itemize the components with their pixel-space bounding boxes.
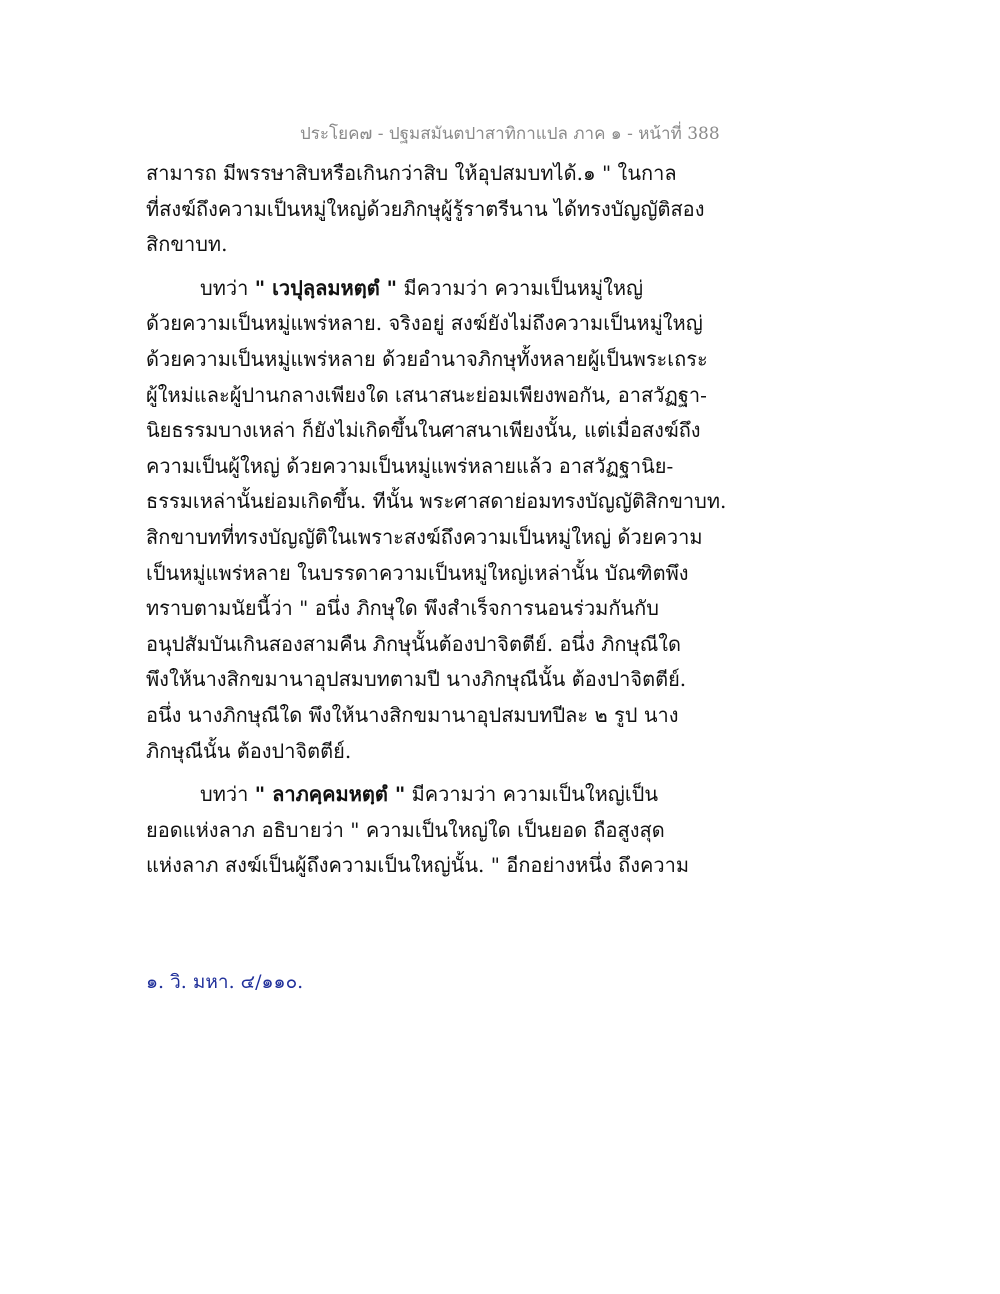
lead-text-rest: มีความว่า ความเป็นหมู่ใหญ่ [397,275,644,300]
text-line: ยอดแห่งลาภ อธิบายว่า " ความเป็นใหญ่ใด เป็นยอด ถือสูงสุด [146,817,665,842]
text-line: เป็นหมู่แพร่หลาย ในบรรดาความเป็นหมู่ใหญ่เหล่านั้น บัณฑิตพึง [146,560,689,585]
paragraph-first-line [146,271,866,307]
lead-text: บทว่า [200,782,255,807]
paragraph-first-line [146,777,866,813]
text-line: สามารถ มีพรรษาสิบหรือเกินกว่าสิบ ให้อุปสมบทได้.๑ " ในกาล [146,161,677,185]
text-line: ธรรมเหล่านั้นย่อมเกิดขึ้น. ทีนั้น พระศาสดาย่อมทรงบัญญัติสิกขาบท. [146,489,727,514]
paragraph-1 [146,156,866,263]
text-line: สิกขาบทที่ทรงบัญญัติในเพราะสงฆ์ถึงความเป็นหมู่ใหญ่ ด้วยความ [146,524,703,549]
body-text [146,156,866,884]
lead-text-rest: มีความว่า ความเป็นใหญ่เป็น [405,782,659,807]
text-line: นิยธรรมบางเหล่า ก็ยังไม่เกิดขึ้นในศาสนาเพียงนั้น, แต่เมื่อสงฆ์ถึง [146,418,701,443]
pali-term: " ลาภคฺคมหตฺตํ " [254,782,406,807]
text-line: ความเป็นผู้ใหญ่ ด้วยความเป็นหมู่แพร่หลายแล้ว อาสวัฏฐานิย- [146,453,674,478]
text-line: อนุปสัมบันเกินสองสามคืน ภิกษุนั้นต้องปาจิตตีย์. อนึ่ง ภิกษุณีใด [146,631,681,656]
pali-term: " เวปุลฺลมหตฺตํ " [254,275,398,300]
text-line: อนึ่ง นางภิกษุณีใด พึงให้นางสิกขมานาอุปสมบทปีละ ๒ รูป นาง [146,702,679,727]
text-line: พึงให้นางสิกขมานาอุปสมบทตามปี นางภิกษุณีนั้น ต้องปาจิตตีย์. [146,667,687,692]
paragraph-3 [146,777,866,884]
text-line: ผู้ใหม่และผู้ปานกลางเพียงใด เสนาสนะย่อมเพียงพอกัน, อาสวัฏฐา- [146,382,707,407]
text-line: ด้วยความเป็นหมู่แพร่หลาย ด้วยอำนาจภิกษุทั้งหลายผู้เป็นพระเถระ [146,346,708,371]
text-line: ภิกษุณีนั้น ต้องปาจิตตีย์. [146,738,352,763]
text-line: แห่งลาภ สงฆ์เป็นผู้ถึงความเป็นใหญ่นั้น. " อีกอย่างหนึ่ง ถึงความ [146,853,690,878]
paragraph-2 [146,271,866,769]
footnote: ๑. วิ. มหา. ๔/๑๑๐. [146,971,304,993]
text-line: ด้วยความเป็นหมู่แพร่หลาย. จริงอยู่ สงฆ์ยังไม่ถึงความเป็นหมู่ใหญ่ [146,311,703,336]
text-line: สิกขาบท. [146,232,228,257]
running-header: ประโยค๗ - ปฐมสมันตปาสาทิกาแปล ภาค ๑ - หน้าที่ 388 [300,124,720,144]
text-line: ที่สงฆ์ถึงความเป็นหมู่ใหญ่ด้วยภิกษุผู้รู้ราตรีนาน ได้ทรงบัญญัติสอง [146,196,705,221]
text-line: ทราบตามนัยนี้ว่า " อนึ่ง ภิกษุใด พึงสำเร็จการนอนร่วมกันกับ [146,596,659,621]
lead-text: บทว่า [200,275,255,300]
